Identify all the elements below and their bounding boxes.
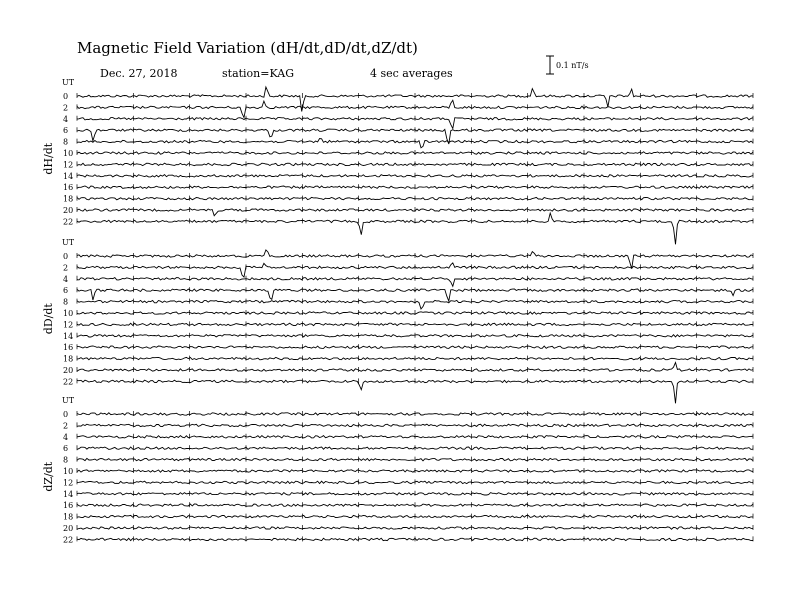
- hour-label: 6: [63, 286, 69, 296]
- scale-bar-label: 0.1 nT/s: [556, 61, 589, 70]
- trace-dD-dt-22: [77, 380, 753, 403]
- panel-2: [42, 238, 753, 403]
- trace-dD-dt-20: [77, 363, 753, 372]
- panels: [42, 78, 753, 544]
- ut-label: UT: [62, 238, 75, 247]
- hour-label: 18: [63, 512, 74, 522]
- panel-ylabel: dZ/dt: [42, 461, 55, 492]
- hour-label: 18: [63, 194, 74, 204]
- hour-label: 22: [63, 535, 74, 545]
- hour-label: 8: [63, 137, 69, 147]
- hour-label: 12: [63, 160, 74, 170]
- hour-label: 22: [63, 377, 74, 387]
- chart-title: Magnetic Field Variation (dH/dt,dD/dt,dZ/dt): [77, 39, 418, 57]
- hour-label: 12: [63, 478, 74, 488]
- hour-label: 6: [63, 126, 69, 136]
- hour-label: 10: [63, 149, 74, 158]
- hour-label: 20: [63, 206, 74, 215]
- scale-bar: [546, 56, 589, 74]
- hour-label: 0: [63, 252, 69, 261]
- hour-label: 0: [63, 92, 69, 101]
- hour-label: 8: [63, 297, 69, 307]
- hour-label: 16: [63, 183, 74, 193]
- trace-dD-dt-4: [77, 278, 753, 287]
- panel-ylabel: dD/dt: [42, 303, 55, 335]
- panel-3: [42, 396, 753, 544]
- hour-label: 10: [63, 467, 74, 476]
- hour-label: 14: [63, 171, 74, 181]
- hour-label: 10: [63, 309, 74, 318]
- hour-label: 4: [63, 432, 69, 442]
- hour-label: 0: [63, 410, 69, 419]
- hour-label: 16: [63, 501, 74, 511]
- hour-label: 4: [63, 274, 69, 284]
- hour-label: 22: [63, 217, 74, 227]
- panel-1: [42, 78, 753, 244]
- hour-label: 2: [63, 103, 69, 113]
- averaging-label: 4 sec averages: [370, 67, 453, 80]
- hour-label: 20: [63, 524, 74, 533]
- hour-label: 6: [63, 444, 69, 454]
- panel-ylabel: dH/dt: [42, 142, 55, 175]
- hour-label: 18: [63, 354, 74, 364]
- station-label: station=KAG: [222, 67, 294, 80]
- hour-label: 8: [63, 455, 69, 465]
- ut-label: UT: [62, 396, 75, 405]
- ut-label: UT: [62, 78, 75, 87]
- hour-label: 20: [63, 366, 74, 375]
- hour-label: 4: [63, 114, 69, 124]
- hour-label: 2: [63, 421, 69, 431]
- hour-label: 16: [63, 343, 74, 353]
- date-label: Dec. 27, 2018: [100, 67, 178, 80]
- hour-label: 2: [63, 263, 69, 273]
- hour-label: 14: [63, 489, 74, 499]
- hour-label: 14: [63, 331, 74, 341]
- trace-dH-dt-22: [77, 213, 753, 244]
- hour-label: 12: [63, 320, 74, 330]
